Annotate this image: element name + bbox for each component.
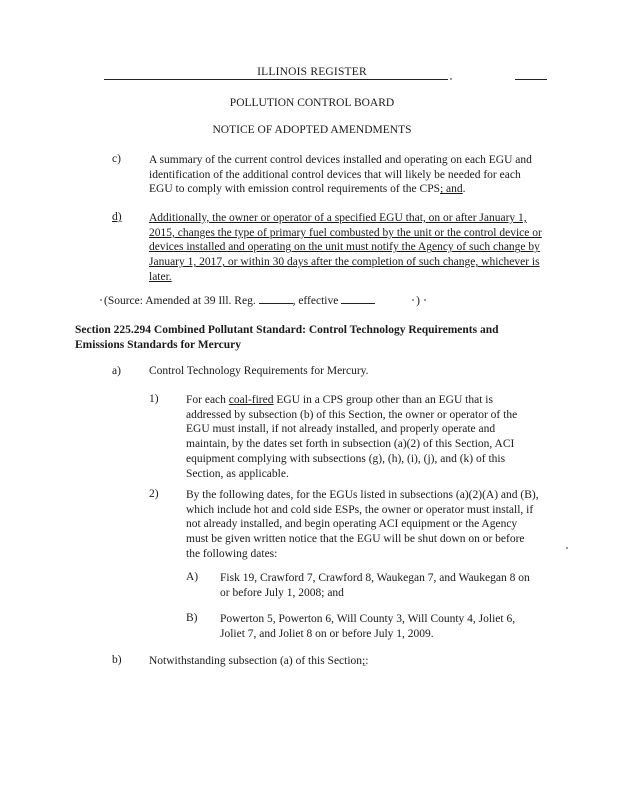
item-a2B-text: Powerton 5, Powerton 6, Will County 3, Will County 4, Joliet 6, Joliet 7, and Joliet 8 on or before July 1, 2009.	[220, 613, 516, 640]
header-rule-right	[515, 79, 547, 80]
item-d-label: d)	[112, 211, 122, 223]
item-a1-post: EGU in a CPS group other than an EGU that is addressed by subsection (b) of this Section, the owner or operator of the EGU must install, if not already installed, and properly operate and maintain, by the dates set forth in subsection (a)(2) of this Section, ACI equipment complying with subsections (g), (h), (i), (j), and (k) of this Section, as applicable.	[186, 394, 518, 480]
item-c-body: A summary of the current control devices installed and operating on each EGU and identification of the additional control devices that will likely be needed for each EGU to comply with emission control requirements of the CPS	[149, 154, 532, 196]
scan-speck	[450, 78, 452, 80]
item-c-end: .	[462, 183, 466, 196]
item-c-text	[149, 153, 547, 197]
item-a1-pre: For each	[186, 394, 229, 406]
item-a2-label: 2)	[149, 488, 159, 500]
notice-title: NOTICE OF ADOPTED AMENDMENTS	[212, 124, 412, 136]
item-a-text: Control Technology Requirements for Mercury.	[149, 365, 369, 377]
item-d-text: Additionally, the owner or operator of a specified EGU that, on or after January 1, 2015, changes the type of primary fuel combusted by the unit or the control device or devices installed and operating on the unit must notify the Agency of such change by January 1, 2017, or within 30 days after the completion of such change, whichever is later.	[149, 212, 542, 283]
item-c-tail: ; and	[439, 183, 463, 196]
scan-speck	[424, 299, 426, 301]
item-b-text	[149, 654, 547, 669]
item-a1-text	[186, 393, 541, 481]
scan-speck	[566, 547, 568, 549]
item-a1-coal-fired: coal-fired	[228, 394, 274, 406]
item-c-label: c)	[112, 153, 121, 165]
item-a-label: a)	[112, 365, 121, 377]
item-b-body: Notwithstanding subsection (a) of this Section	[149, 655, 363, 667]
item-a2B-label: B)	[186, 612, 198, 624]
scan-speck	[412, 299, 414, 301]
register-title: ILLINOIS REGISTER	[257, 66, 367, 78]
source-suffix: )	[416, 295, 420, 307]
effective-blank	[341, 293, 375, 304]
item-b-end: :	[365, 655, 369, 667]
item-a1-label: 1)	[149, 393, 159, 405]
source-line	[104, 293, 544, 309]
item-a2A-label: A)	[186, 571, 199, 583]
item-a2A-text: Fisk 19, Crawford 7, Crawford 8, Waukegan 7, and Waukegan 8 on or before July 1, 2008; and	[220, 572, 530, 599]
section-title: Section 225.294 Combined Pollutant Standard: Control Technology Requirements and Emissions Standards for Mercury	[75, 324, 499, 351]
header-rule-left	[104, 79, 448, 80]
item-a2-text: By the following dates, for the EGUs listed in subsections (a)(2)(A) and (B), which include hot and cold side ESPs, the owner or operator must install, if not already installed, and begin operating ACI equipment or the Agency must be given written notice that the EGU will be shut down on or before the following dates:	[186, 489, 539, 560]
item-b-label: b)	[112, 654, 122, 666]
reg-blank	[259, 293, 293, 304]
scan-speck	[100, 299, 102, 301]
source-middle: , effective	[292, 295, 339, 307]
board-title: POLLUTION CONTROL BOARD	[229, 97, 395, 109]
item-b-tail: ;	[362, 655, 366, 667]
source-prefix: (Source: Amended at 39 Ill. Reg.	[104, 295, 256, 307]
